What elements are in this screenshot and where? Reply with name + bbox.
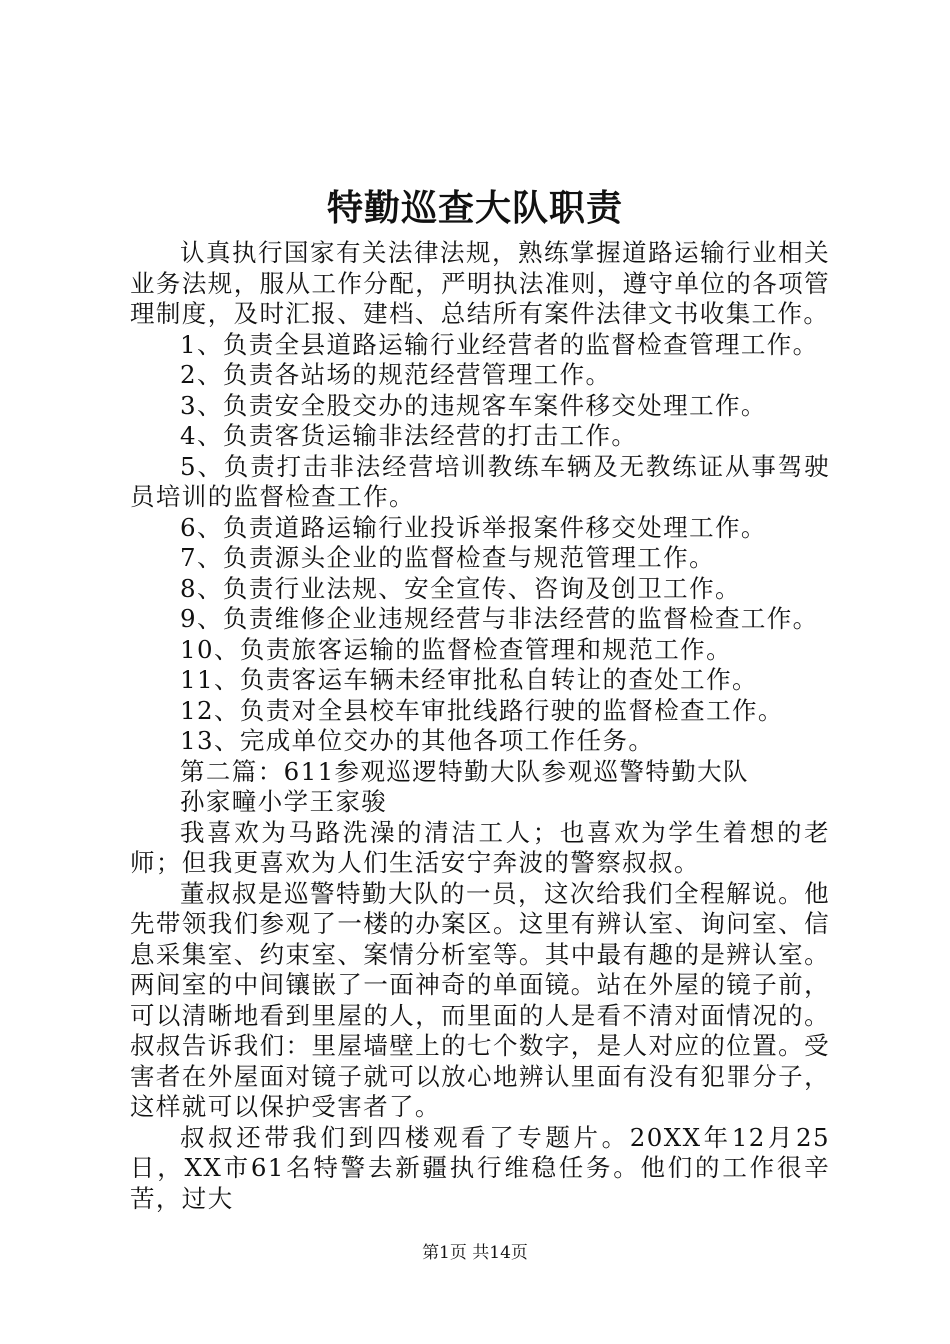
section-heading: 第二篇：611参观巡逻特勤大队参观巡警特勤大队 — [180, 756, 749, 786]
duty-item-10: 10、负责旅客运输的监督检查管理和规范工作。 — [180, 634, 732, 664]
essay-paragraph-1: 我喜欢为马路洗澡的清洁工人；也喜欢为学生着想的老师；但我更喜欢为人们生活安宁奔波的警察叔叔。 — [130, 817, 830, 877]
duty-item-12: 12、负责对全县校车审批线路行驶的监督检查工作。 — [180, 695, 784, 725]
duty-item-3: 3、负责安全股交办的违规客车案件移交处理工作。 — [180, 390, 767, 420]
paragraph-intro: 认真执行国家有关法律法规，熟练掌握道路运输行业相关业务法规，服从工作分配，严明执法准则，遵守单位的各项管理制度，及时汇报、建档、总结所有案件法律文书收集工作。 — [130, 238, 830, 328]
essay-paragraph-3: 叔叔还带我们到四楼观看了专题片。20XX年12月25日，XX市61名特警去新疆执行维稳任务。他们的工作很辛苦，过大 — [130, 1122, 830, 1213]
document-body — [130, 238, 830, 1214]
duty-item-9: 9、负责维修企业违规经营与非法经营的监督检查工作。 — [180, 604, 819, 633]
page-number-footer: 第1页 共14页 — [422, 1243, 528, 1263]
duty-item-6: 6、负责道路运输行业投诉举报案件移交处理工作。 — [180, 512, 767, 542]
duty-item-1: 1、负责全县道路运输行业经营者的监督检查管理工作。 — [180, 329, 819, 359]
duty-item-2: 2、负责各站场的规范经营管理工作。 — [180, 360, 612, 389]
document-title: 特勤巡查大队职责 — [326, 187, 623, 229]
duty-item-4: 4、负责客货运输非法经营的打击工作。 — [180, 421, 638, 450]
duty-item-8: 8、负责行业法规、安全宣传、咨询及创卫工作。 — [180, 573, 741, 603]
duty-item-13: 13、完成单位交办的其他各项工作任务。 — [180, 726, 655, 755]
duty-item-7: 7、负责源头企业的监督检查与规范管理工作。 — [180, 543, 715, 572]
essay-paragraph-2: 董叔叔是巡警特勤大队的一员，这次给我们全程解说。他先带领我们参观了一楼的办案区。这里有辨认室、询问室、信息采集室、约束室、案情分析室等。其中最有趣的是辨认室。两间室的中间镶嵌了一面神奇的单面镜。站在外屋的镜子前，可以清晰地看到里屋的人，而里面的人是看不清对面情况的。叔叔告诉我们：里屋墙壁上的七个数字，是人对应的位置。受害者在外屋面对镜子就可以放心地辨认里面有没有犯罪分子，这样就可以保护受害者了。 — [130, 878, 830, 1121]
duty-item-5: 5、负责打击非法经营培训教练车辆及无教练证从事驾驶员培训的监督检查工作。 — [130, 451, 830, 511]
author-line: 孙家疃小学王家骏 — [180, 787, 388, 816]
duty-item-11: 11、负责客运车辆未经审批私自转让的查处工作。 — [180, 665, 758, 694]
